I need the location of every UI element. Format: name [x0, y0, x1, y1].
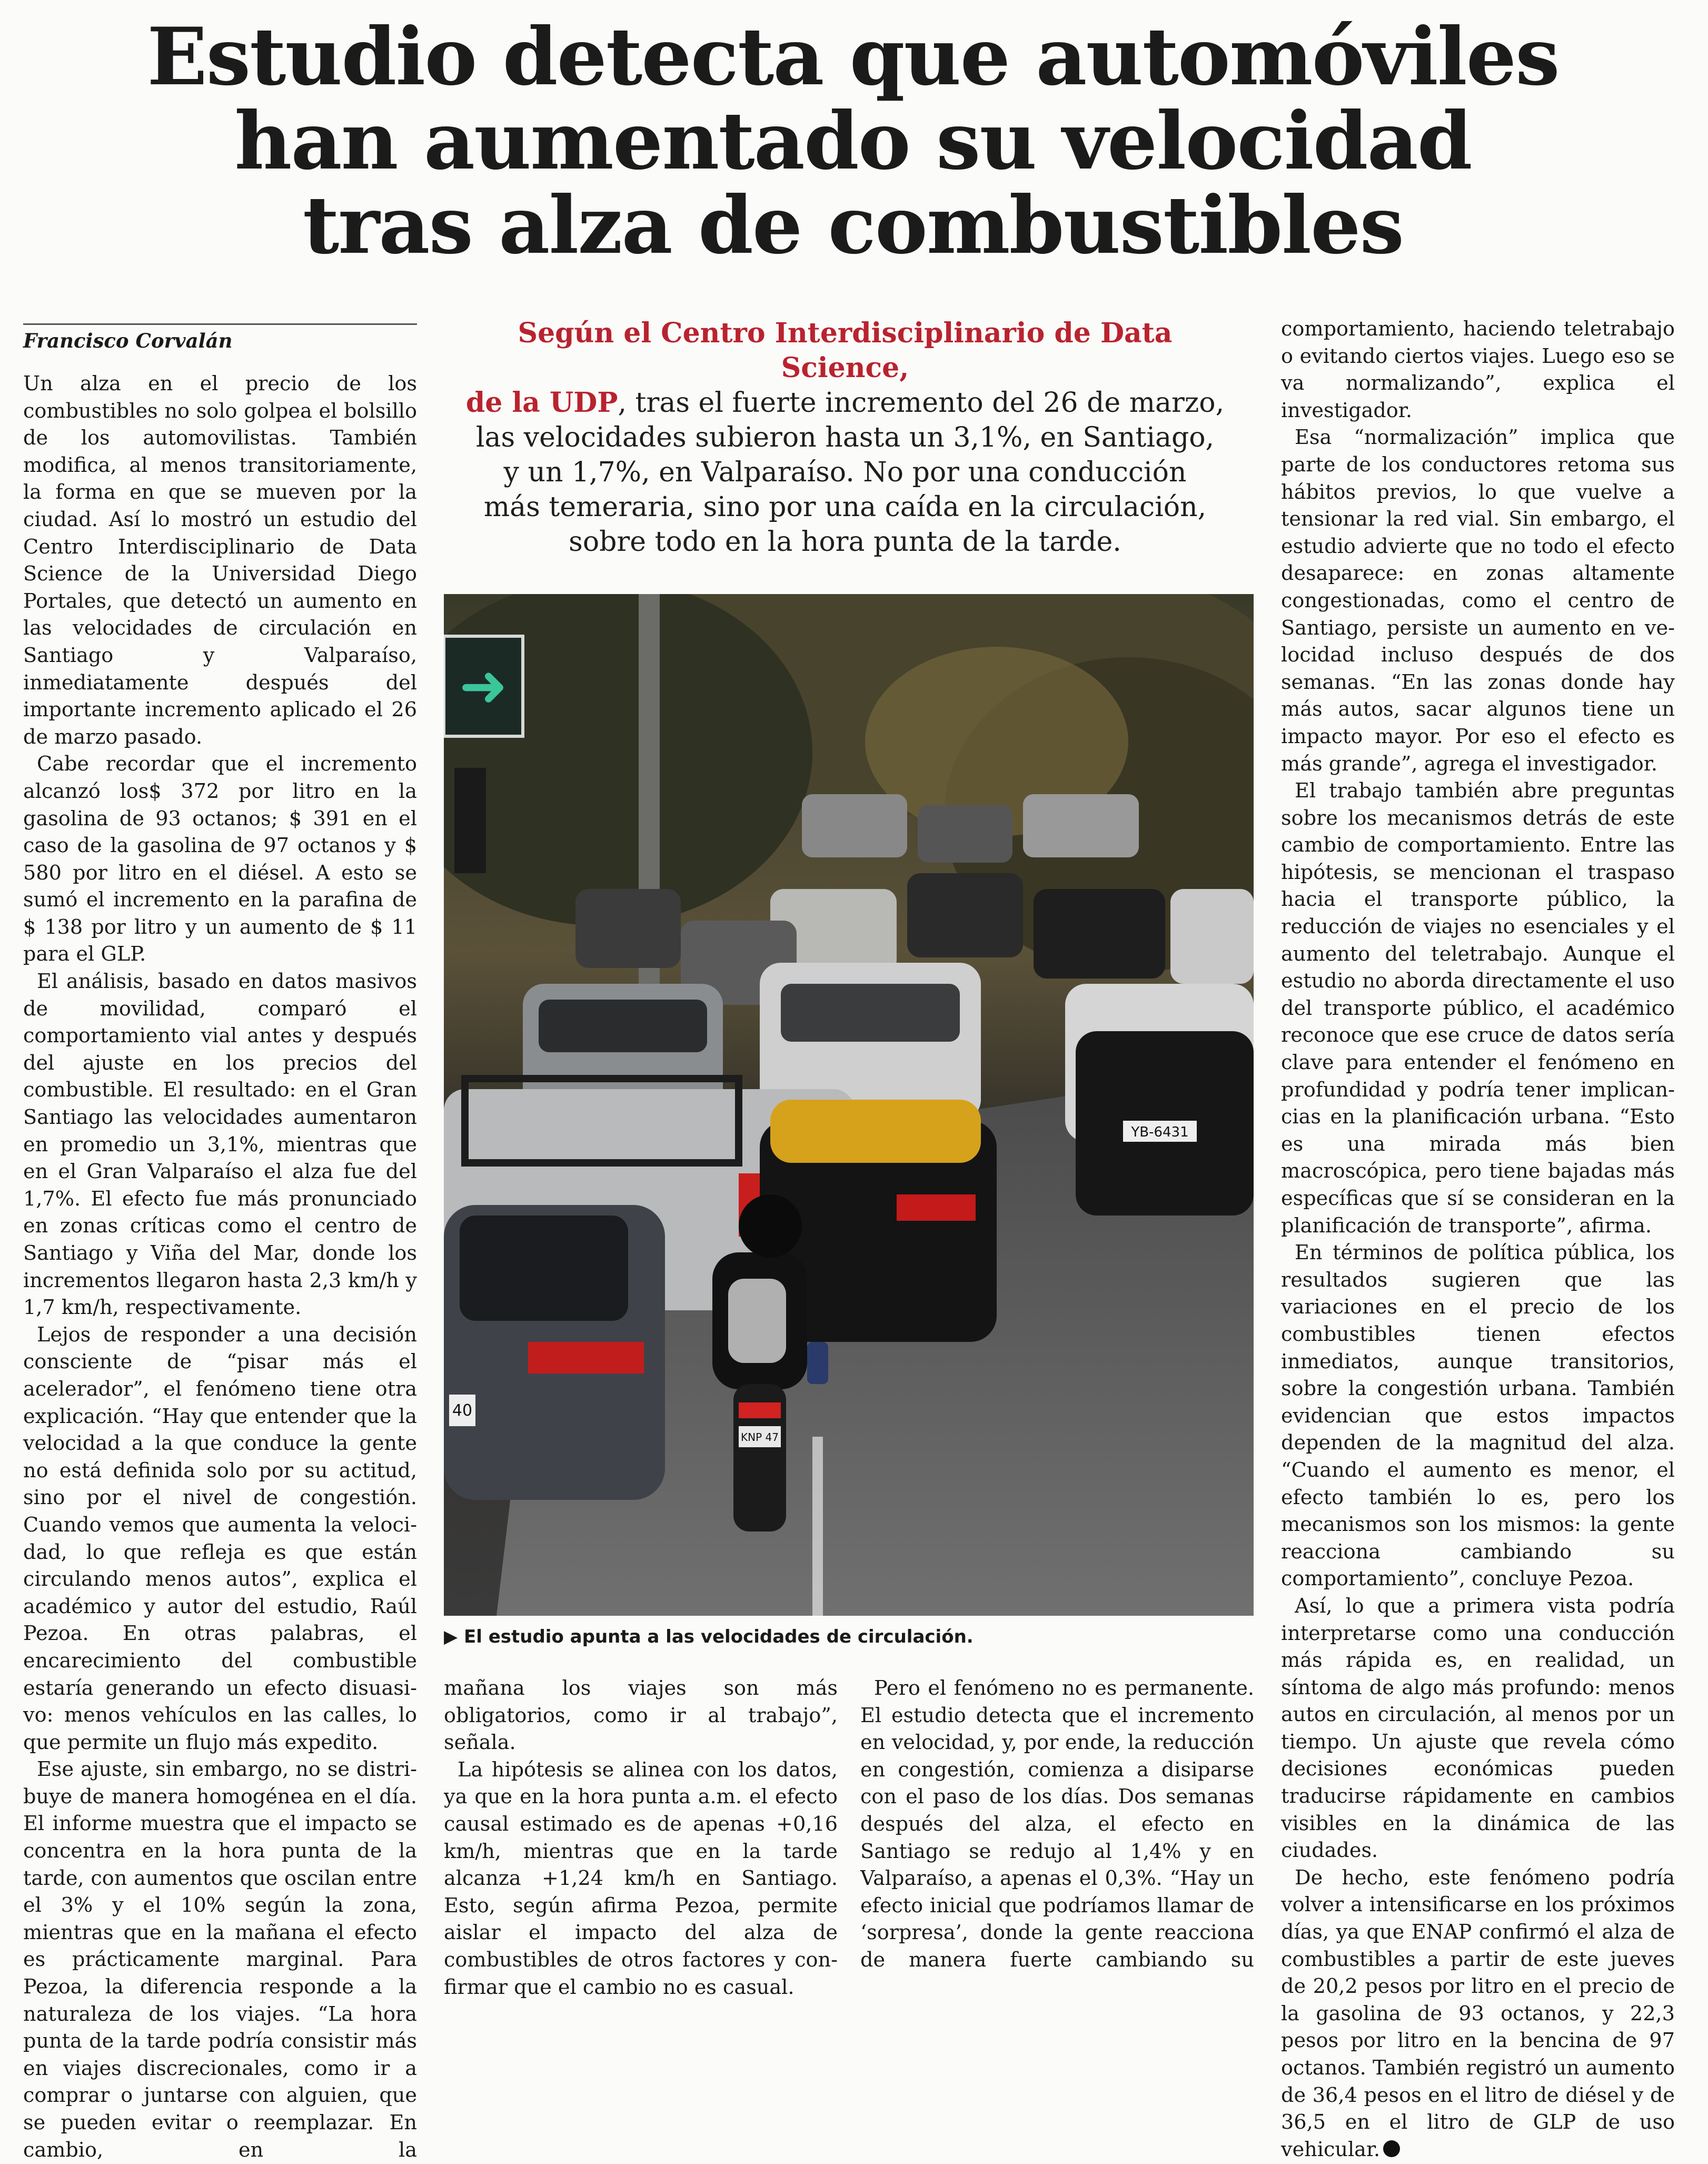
article-column-1 — [23, 371, 417, 2164]
photo-caption — [444, 1625, 1254, 1648]
paragraph: El trabajo también abre preguntas sobre los mecanismos detrás de este cambio de comportamiento. Entre las hipótesis, se mencionan el traspaso hacia el transporte público, la reducción de viajes no esenciales y el aumento del teletrabajo. Aunque el estudio no aborda directamente el uso del transporte público, el académico reconoce que ese cruce de datos sería clave para entender el fenómeno en profundidad y podría tener implicancias en la planificación urbana. “Esto es una mirada más bien macroscópica, pero tiene bajadas más específicas que sí se consideran en la planificación de transporte”, afirma. — [1281, 779, 1675, 1238]
paragraph: El análisis, basado en datos masivos de movilidad, comparó el comportamiento vial antes y después del ajuste en los precios del combustible. El resultado: en el Gran Santiago las velocidades aumentaron en promedio un 3,1%, mientras que en el Gran Valparaíso el alza fue del 1,7%. El efecto fue más pronunciado en zonas críticas como el centro de Santiago y Viña del Mar, donde los incrementos llegaron hasta 2,3 km/h y 1,7 km/h, respectivamente. — [23, 970, 417, 1320]
byline: Francisco Corvalán — [23, 323, 417, 353]
plate-right: YB-6431 — [1131, 1124, 1189, 1140]
paragraph: Así, lo que a primera vista podría interpretarse como una conducción más rápida es, en realidad, un síntoma de algo más profundo: menos autos en circulación, al menos por un tiempo. Un ajuste que revela cómo decisiones económicas pueden traducirse rápidamente en cambios visibles en la dinámica de las ciudades. — [1281, 1594, 1675, 1863]
traffic-illustration — [444, 594, 1254, 1616]
paragraph — [1281, 1865, 1675, 2164]
caption-text: El estudio apunta a las velocidades de circulación. — [464, 1626, 974, 1647]
lead-deck — [463, 316, 1227, 559]
plate-moto: KNP 47 — [741, 1431, 779, 1444]
lead-text: las velocidades subieron hasta un 3,1%, en Santiago, — [475, 422, 1215, 453]
headline-line-3: tras alza de combustibles — [303, 179, 1403, 272]
paragraph-text: De hecho, este fenómeno podría volver a intensificarse en los próximos días, ya que ENAP confirmó el alza de combustibles a partir de este jueves de 20,2 pesos por litro en el precio de la gasolina de 93 octanos, y 22,3 pesos por litro en la bencina de 97 octanos. También registró un aumento de 36,4 pesos en el litro de diésel y de 36,5 en el litro de GLP de uso vehicular. — [1281, 1866, 1675, 2161]
paragraph: mañana los viajes son más obligatorios, como ir al trabajo”, señala. — [444, 1677, 838, 1755]
traffic-photo — [444, 594, 1254, 1616]
end-mark-icon — [1383, 2140, 1400, 2157]
headline-line-1: Estudio detecta que automóviles — [147, 11, 1559, 103]
paragraph: Cabe recordar que el incremento alcanzó los$ 372 por litro en la gasolina de 93 octanos; $ 391 en el caso de la gasolina de 97 octanos y $ 580 por litro en el diésel. A esto se sumó el incremento en la parafina de $ 138 por litro y un aumento de $ 11 para el GLP. — [23, 753, 417, 966]
paragraph: Un alza en el precio de los combustibles no solo golpea el bolsillo de los automovilistas. También modifica, al menos transitoriamente, la forma en que se mueven por la ciudad. Así lo mostró un estudio del Centro Interdisciplinario de Data Science de la Universidad Diego Portales, que detectó un aumento en las velocidades de circulación en Santiago y Valparaíso, inmediatamente después del importante incremento aplicado el 26 de marzo pasado. — [23, 372, 417, 749]
paragraph: En términos de política pública, los resultados sugieren que las variaciones en el precio de los combustibles tienen efectos inmediatos, aunque transitorios, sobre la congestión urbana. También evidencian que estos impactos dependen de la magnitud del alza. “Cuando el aumento es menor, el efecto también lo es, pero los mecanismos son los mismos: la gente reacciona cambiando su comportamiento”, concluye Pezoa. — [1281, 1241, 1675, 1591]
lead-text: más temeraria, sino por una caída en la circulación, — [483, 491, 1207, 523]
lead-text: , tras el fuerte incremento del 26 de marzo, — [618, 387, 1225, 419]
article-column-4 — [1281, 316, 1675, 2163]
headline-line-2: han aumentado su velocidad — [234, 95, 1472, 187]
paragraph: comportamiento, haciendo teletrabajo o evitando ciertos viajes. Luego eso se va normalizando”, explica el investigador. — [1281, 318, 1675, 422]
paragraph: Pero el fenómeno no es permanente. El estudio detecta que el incremento en velocidad, y, por ende, la reducción en congestión, comienza a disiparse con el paso de los días. Dos semanas después del alza, el efecto en Santiago se redujo al 1,4% y en Valparaíso, a apenas el 0,3%. “Hay un efecto inicial que podríamos llamar de ‘sorpresa’, donde la gente reacciona de manera fuerte cambiando su — [860, 1677, 1254, 1972]
article-column-2 — [444, 1675, 838, 2001]
paragraph: Esa “normalización” implica que parte de los conductores retoma sus hábitos previos, lo que vuelve a tensionar la red vial. Sin embargo, el estudio advierte que no todo el efecto desaparece: en zonas altamente congestionadas, como el centro de Santiago, persiste un aumento en velocidad incluso después de dos semanas. “En las zonas donde hay más autos, sacar algunos tiene un impacto mayor. Por eso el efecto es más grande”, agrega el investigador. — [1281, 426, 1675, 776]
svg-text:➜: ➜ — [459, 652, 508, 719]
paragraph: Lejos de responder a una decisión consciente de “pisar más el acelerador”, el fenómeno tiene otra explicación. “Hay que entender que la velocidad a la que conduce la gente no está definida solo por su actitud, sino por el nivel de congestión. Cuando vemos que aumenta la velocidad, lo que refleja es que están circulando menos autos”, explica el académico y autor del estudio, Raúl Pezoa. En otras palabras, el encarecimiento del combustible estaría generando un efecto disuasivo: menos vehículos en las calles, lo que permite un flujo más expedito. — [23, 1323, 417, 1754]
lead-text: y un 1,7%, en Valparaíso. No por una conducción — [503, 457, 1187, 488]
headline — [90, 11, 1616, 272]
lead-text: sobre todo en la hora punta de la tarde. — [569, 526, 1121, 558]
paragraph: La hipótesis se alinea con los datos, ya que en la hora punta a.m. el efecto causal estimado es de apenas +0,16 km/h, mientras que en la tarde alcanza +1,24 km/h en Santiago. Esto, según afirma Pezoa, permite aislar el impacto del alza de combustibles de otros factores y confirmar que el cambio no es casual. — [444, 1758, 838, 1999]
lead-highlight: Según el Centro Interdisciplinario de Data Science, — [518, 317, 1173, 384]
paragraph: Ese ajuste, sin embargo, no se distribuye de manera homogénea en el día. El informe muestra que el impacto se concentra en la hora punta de la tarde, con aumentos que oscilan entre el 3% y el 10% según la zona, mientras que en la mañana el efecto es prácticamente marginal. Para Pezoa, la diferencia responde a la naturaleza de los viajes. “La hora punta de la tarde podría consistir más en viajes discrecionales, como ir a comprar o juntarse con alguien, que se pueden evitar o reemplazar. En cambio, en la — [23, 1758, 417, 2162]
caption-marker: ▶ — [444, 1626, 458, 1647]
lead-highlight-2: de la UDP — [465, 387, 618, 419]
plate-left: 40 — [452, 1401, 473, 1420]
article-column-3 — [860, 1675, 1254, 1974]
